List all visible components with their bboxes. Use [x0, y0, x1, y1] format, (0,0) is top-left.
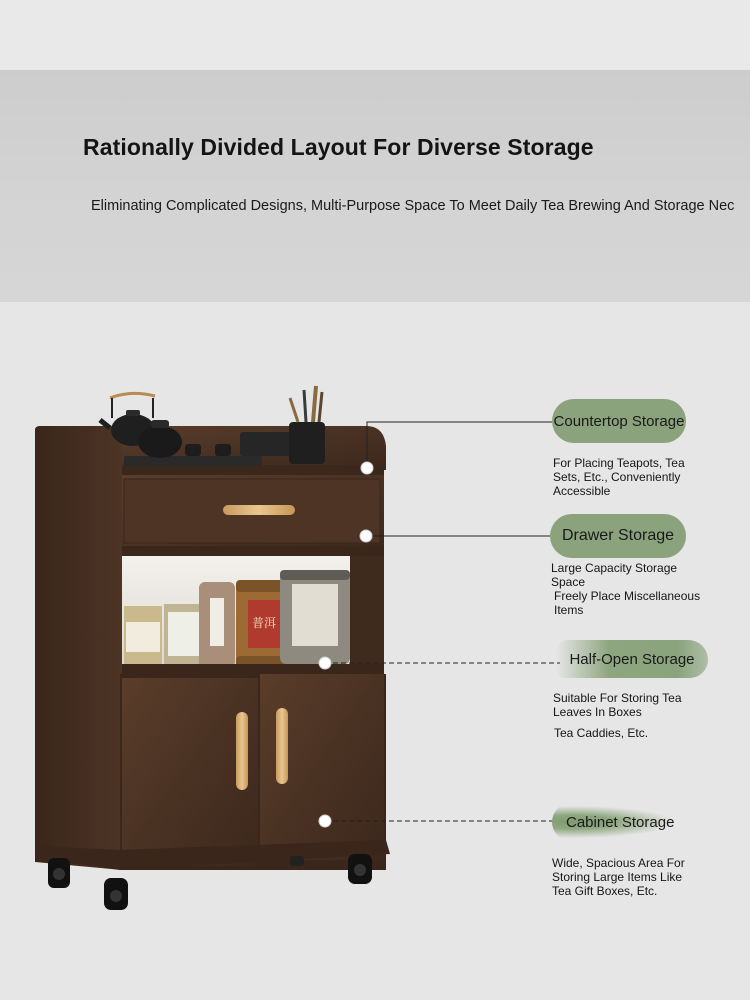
feature-label-half-open: Half-Open Storage	[556, 640, 708, 678]
drawer	[122, 475, 384, 556]
desc-line: Accessible	[553, 484, 611, 498]
feature-desc-countertop	[553, 456, 723, 498]
desc-line: Leaves In Boxes	[553, 705, 642, 719]
desc-line: Items	[554, 603, 584, 617]
feature-label-drawer: Drawer Storage	[550, 514, 686, 558]
desc-line: Suitable For Storing Tea	[553, 691, 682, 705]
cabinet-side-panel	[35, 426, 122, 870]
tea-tin-label: 普洱	[251, 616, 277, 630]
desc-line: Large Capacity Storage	[551, 561, 678, 575]
desc-line: Wide, Spacious Area For	[552, 856, 685, 870]
half-open-shelf	[122, 556, 384, 674]
desc-line: Freely Place Miscellaneous	[554, 589, 701, 603]
feature-label-cabinet: Cabinet Storage	[552, 803, 692, 841]
drawer-handle	[223, 505, 295, 515]
desc-line: Sets, Etc., Conveniently	[553, 470, 681, 484]
door-handle-left	[236, 712, 248, 790]
feature-desc-drawer	[551, 561, 731, 617]
page-title: Rationally Divided Layout For Diverse Storage	[83, 134, 594, 160]
page-subtitle: Eliminating Complicated Designs, Multi-Purpose Space To Meet Daily Tea Brewing And Storage Nec	[91, 198, 735, 214]
desc-line: Storing Large Items Like	[552, 870, 683, 884]
cabinet-doors	[120, 674, 386, 870]
desc-line: Tea Gift Boxes, Etc.	[552, 884, 658, 898]
door-handle-right	[276, 708, 288, 784]
feature-desc-half-open	[553, 691, 723, 740]
feature-label-countertop: Countertop Storage	[552, 399, 686, 443]
tea-utensil-holder-icon	[289, 386, 325, 464]
feature-desc-cabinet	[552, 856, 722, 898]
desc-line: Tea Caddies, Etc.	[554, 726, 649, 740]
desc-line: Space	[551, 575, 586, 589]
desc-line: For Placing Teapots, Tea	[553, 456, 685, 470]
